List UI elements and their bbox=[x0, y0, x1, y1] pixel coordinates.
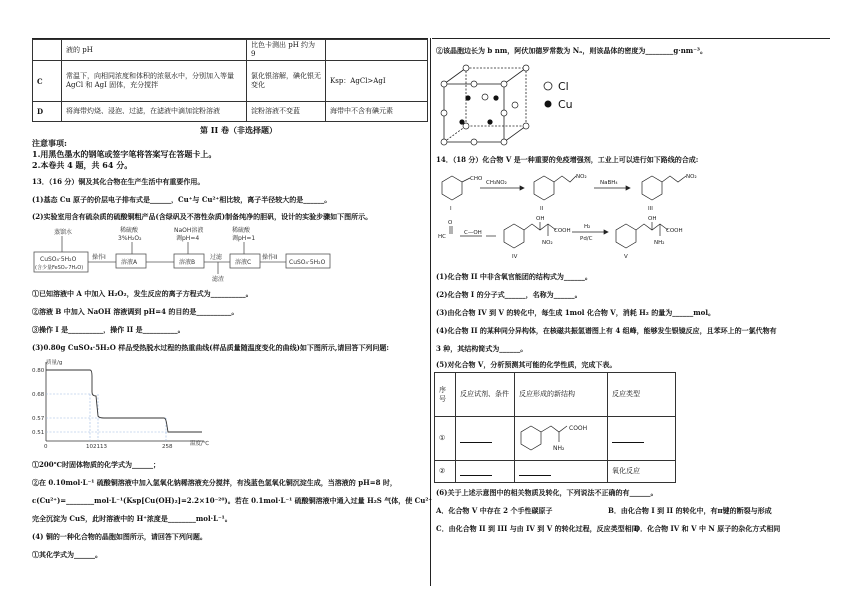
svg-text:COOH: COOH bbox=[666, 228, 683, 234]
svg-text:NO₂: NO₂ bbox=[542, 240, 553, 246]
table-header: 序号 bbox=[435, 373, 456, 417]
answer-blank bbox=[612, 435, 644, 443]
notes-item-1: 1.用黑色墨水的钢笔或签字笔将答案写在答题卡上。 bbox=[32, 149, 217, 159]
option-d: D．化合物 IV 和 V 中 N 原子的杂化方式相同 bbox=[634, 524, 781, 533]
q14-part4-line1: (4)化合物 II 的某种同分异构体，在核磁共振氢谱图上有 4 组峰，能够发生银镜反应，且苯环上的一氯代物有 bbox=[436, 326, 777, 335]
table-cell: ② bbox=[435, 461, 456, 483]
option-b: B．由化合物 I 到 II 的转化中，有π键的断裂与形成 bbox=[608, 506, 772, 515]
svg-text:I: I bbox=[450, 206, 452, 212]
svg-text:COOH: COOH bbox=[569, 425, 588, 432]
table-cell bbox=[326, 40, 428, 61]
answer-blank bbox=[460, 468, 492, 476]
svg-text:0: 0 bbox=[44, 444, 48, 450]
legend-cu-label: Cu bbox=[558, 98, 573, 111]
table-cell bbox=[515, 461, 608, 483]
table-cell: 氯化银溶解，碘化银无变化 bbox=[247, 61, 326, 102]
svg-text:HC: HC bbox=[438, 234, 446, 240]
q13-title: 13．（16 分）铜及其化合物在生产生活中有重要作用。 bbox=[32, 177, 205, 186]
q13-sub4: ①200℃时固体物质的化学式为______； bbox=[32, 460, 160, 469]
svg-text:温度/℃: 温度/℃ bbox=[190, 441, 210, 447]
table-cell bbox=[456, 461, 515, 483]
svg-text:NO₂: NO₂ bbox=[686, 174, 697, 180]
svg-text:3%H₂O₂: 3%H₂O₂ bbox=[118, 235, 142, 242]
svg-text:稀硫酸: 稀硫酸 bbox=[232, 227, 251, 234]
table-cell: 比色卡测出 pH 约为 9 bbox=[247, 40, 326, 61]
section-title: 第 II 卷（非选择题） bbox=[200, 125, 278, 135]
q13-sub5-line2: c(Cu²⁺)=________mol·L⁻¹(Ksp[Cu(OH)₂]=2.2×10⁻²⁰)。若在 0.1mol·L⁻¹ 硫酸铜溶液中通入过量 H₂S 气体，使 Cu²⁺ bbox=[32, 496, 433, 505]
legend-cl-marker bbox=[544, 82, 552, 90]
svg-text:操作I: 操作I bbox=[92, 254, 106, 261]
table-row-label: C bbox=[33, 61, 62, 102]
q14-part5: (5)对化合物 V，分析预测其可能的化学性质，完成下表。 bbox=[436, 360, 617, 369]
experiment-table bbox=[32, 39, 428, 122]
legend-cu-marker bbox=[545, 101, 552, 108]
new-structure-drawing bbox=[519, 420, 603, 454]
table-row-label bbox=[33, 40, 62, 61]
table-cell bbox=[608, 417, 676, 461]
table-header: 反应形成的新结构 bbox=[515, 373, 608, 417]
q13-part1: (1)基态 Cu 原子的价层电子排布式是______，Cu⁺与 Cu²⁺相比较，离子半径较大的是______。 bbox=[32, 195, 332, 204]
svg-text:NO₂: NO₂ bbox=[576, 174, 587, 180]
svg-text:NH₂: NH₂ bbox=[654, 240, 665, 246]
svg-text:NaOH溶液: NaOH溶液 bbox=[174, 227, 204, 234]
q14-part3: (3)由化合物 IV 到 V 的转化中，每生成 1mol 化合物 V，消耗 H₂ 的量为______mol。 bbox=[436, 308, 716, 317]
svg-text:0.80: 0.80 bbox=[32, 368, 45, 374]
table-cell: 常温下，向相同浓度和体积的浓氨水中，分别加入等量 AgCl 和 AgI 固体，充分搅拌 bbox=[62, 61, 247, 102]
q14-title: 14．（18 分）化合物 V 是一种重要的免疫增强剂，工业上可以进行如下路线的合成: bbox=[436, 155, 699, 164]
svg-text:操作II: 操作II bbox=[262, 254, 278, 261]
svg-text:(含少量FeSO₄·7H₂O): (含少量FeSO₄·7H₂O) bbox=[35, 265, 84, 271]
properties-table bbox=[434, 372, 676, 483]
table-cell bbox=[515, 417, 608, 461]
q14-part1: (1)化合物 II 中非含氧官能团的结构式为______。 bbox=[436, 272, 592, 281]
svg-text:0.51: 0.51 bbox=[32, 430, 45, 436]
option-c: C．由化合物 II 到 III 与由 IV 到 V 的转化过程，反应类型相同 bbox=[436, 524, 639, 533]
thermogravimetric-curve bbox=[32, 356, 222, 452]
table-cell: 液的 pH bbox=[62, 40, 247, 61]
table-cell: ① bbox=[435, 417, 456, 461]
answer-blank bbox=[460, 435, 492, 443]
q13-sub5-line3: 完全沉淀为 CuS，此时溶液中的 H⁺浓度是________mol·L⁻¹。 bbox=[32, 514, 232, 523]
synthesis-route-diagram bbox=[436, 166, 766, 262]
option-a: A．化合物 V 中存在 2 个手性碳原子 bbox=[436, 506, 553, 515]
legend-cl-label: Cl bbox=[558, 80, 569, 93]
svg-text:102113: 102113 bbox=[86, 444, 107, 450]
svg-text:C—OH: C—OH bbox=[464, 230, 482, 236]
svg-text:OH: OH bbox=[536, 216, 545, 222]
svg-text:III: III bbox=[648, 206, 653, 212]
svg-text:0.57: 0.57 bbox=[32, 416, 45, 422]
svg-text:溶液A: 溶液A bbox=[121, 259, 138, 266]
svg-text:调pH=1: 调pH=1 bbox=[232, 235, 256, 242]
svg-text:258: 258 bbox=[162, 444, 173, 450]
svg-text:Pd/C: Pd/C bbox=[580, 236, 593, 242]
q14-part6: (6)关于上述示意图中的相关物质及转化，下列说法不正确的有______。 bbox=[436, 488, 658, 497]
tg-curve-line bbox=[46, 370, 202, 432]
crystal-cell-diagram bbox=[438, 62, 618, 146]
svg-text:OH: OH bbox=[648, 216, 657, 222]
svg-text:V: V bbox=[624, 254, 628, 260]
q14-part4-line2: 3 种，其结构简式为______。 bbox=[436, 344, 528, 353]
q14-part2: (2)化合物 I 的分子式______，名称为______。 bbox=[436, 290, 582, 299]
q13-sub6: ①其化学式为______。 bbox=[32, 550, 102, 559]
notes-heading: 注意事项: bbox=[32, 138, 67, 148]
q13-part3: (3)0.80g CuSO₄·5H₂O 样品受热脱水过程的热重曲线(样品质量随温度变化的曲线)如下图所示,请回答下列问题: bbox=[32, 343, 389, 352]
q13-sub5-line1: ②在 0.10mol·L⁻¹ 硫酸铜溶液中加入氢氧化钠稀溶液充分搅拌，有浅蓝色氢氧化铜沉淀生成，当溶液的 pH=8 时， bbox=[32, 478, 397, 487]
svg-text:II: II bbox=[540, 206, 544, 212]
density-question: ②该晶胞边长为 b nm，阿伏加德罗常数为 Nₐ，则该晶体的密度为________g·nm⁻³。 bbox=[436, 46, 707, 55]
svg-text:过滤: 过滤 bbox=[210, 254, 223, 261]
svg-text:H₂: H₂ bbox=[584, 224, 591, 230]
table-cell: 海带中不含有碘元素 bbox=[326, 102, 428, 122]
svg-text:CuSO₄·5H₂O: CuSO₄·5H₂O bbox=[40, 256, 77, 263]
svg-text:IV: IV bbox=[512, 254, 518, 260]
svg-text:O: O bbox=[448, 220, 453, 226]
svg-text:0.68: 0.68 bbox=[32, 392, 45, 398]
svg-text:NaBH₄: NaBH₄ bbox=[600, 180, 618, 186]
flow-water-label: 蒸馏水 bbox=[54, 229, 73, 236]
q13-sub2: ②溶液 B 中加入 NaOH 溶液调到 pH=4 的目的是__________。 bbox=[32, 307, 239, 316]
answer-blank bbox=[519, 468, 551, 476]
top-rule-right bbox=[432, 38, 830, 39]
table-cell: 淀粉溶液不变蓝 bbox=[247, 102, 326, 122]
svg-text:稀硫酸: 稀硫酸 bbox=[120, 227, 139, 234]
q13-part2: (2)实验室用含有硫杂质的硫酸铜粗产品(含绿矾及不溶性杂质)制备纯净的胆矾，设计的实验步骤如下图所示。 bbox=[32, 212, 373, 221]
q13-sub3: ③操作 I 是__________，操作 II 是__________。 bbox=[32, 325, 185, 334]
table-cell: Ksp：AgCl>AgI bbox=[326, 61, 428, 102]
svg-text:溶液C: 溶液C bbox=[235, 259, 252, 266]
notes-item-2: 2.本卷共 4 题，共 64 分。 bbox=[32, 160, 133, 170]
purification-flow-diagram bbox=[32, 224, 332, 282]
svg-text:COOH: COOH bbox=[554, 228, 571, 234]
svg-text:CHO: CHO bbox=[470, 176, 483, 182]
table-cell: 将海带灼烧、浸泡、过滤，在滤液中滴加淀粉溶液 bbox=[62, 102, 247, 122]
table-cell bbox=[456, 417, 515, 461]
table-header: 反应试剂、条件 bbox=[456, 373, 515, 417]
svg-text:溶液B: 溶液B bbox=[179, 259, 196, 266]
svg-text:CuSO₄·5H₂O: CuSO₄·5H₂O bbox=[289, 259, 326, 266]
svg-text:滤渣: 滤渣 bbox=[212, 276, 225, 282]
svg-text:质量/g: 质量/g bbox=[46, 360, 63, 366]
q13-sub1: ①已知溶液中 A 中加入 H₂O₂，发生反应的离子方程式为__________。 bbox=[32, 289, 253, 298]
svg-text:CH₃NO₂: CH₃NO₂ bbox=[486, 180, 507, 186]
svg-text:NH₂: NH₂ bbox=[553, 445, 565, 452]
table-header: 反应类型 bbox=[608, 373, 676, 417]
table-row-label: D bbox=[33, 102, 62, 122]
svg-text:调pH=4: 调pH=4 bbox=[176, 235, 200, 242]
table-cell: 氧化反应 bbox=[608, 461, 676, 483]
q13-part4: (4) 铜的一种化合物的晶胞如图所示，请回答下列问题。 bbox=[32, 532, 207, 541]
